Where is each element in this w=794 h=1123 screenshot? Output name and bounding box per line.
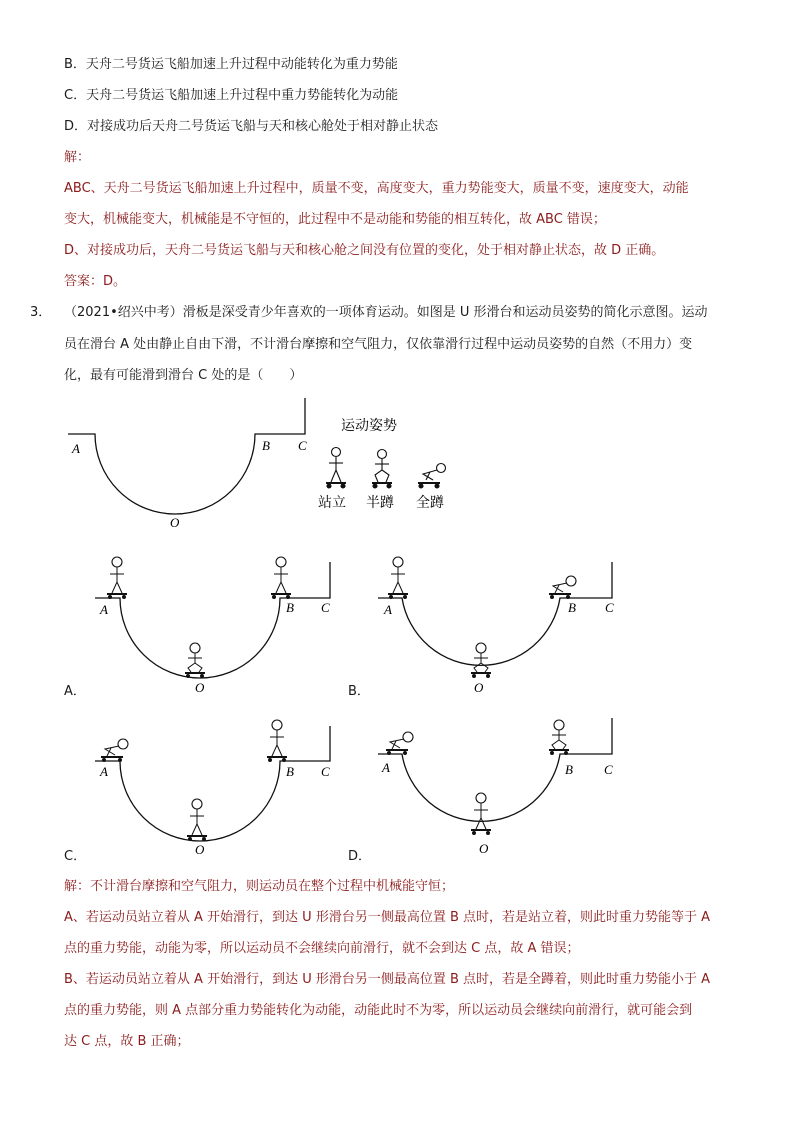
skater-b-start-icon (388, 557, 408, 599)
skater-a-bottom-icon (185, 643, 205, 678)
opt-c-point-b: B (286, 764, 294, 779)
option-c-label: C． (64, 849, 87, 864)
half-squat-figure-icon (372, 450, 392, 489)
skater-d-start-icon (386, 732, 413, 755)
question3-line2: 员在滑台 A 处由静止自由下滑，不计滑台摩擦和空气阻力，仅依靠滑行过程中运动员姿势的自然（不用力）变 (64, 337, 693, 352)
option-a-diagram (95, 557, 330, 695)
option-d-diagram (378, 718, 613, 856)
opt-b-point-b: B (568, 600, 576, 615)
opt-d-point-c: C (604, 762, 613, 777)
opt-c-point-o: O (195, 842, 205, 857)
skater-a-start-icon (107, 557, 127, 599)
option-b-label: B． (348, 684, 370, 699)
question3-line3: 化，最有可能滑到滑台 C 处的是（ ） (64, 368, 303, 383)
solution-prev-answer: 答案：D。 (64, 274, 127, 289)
opt-a-point-c: C (321, 600, 330, 615)
skater-a-end-icon (271, 557, 291, 599)
posture-full-squat-label: 全蹲 (416, 495, 444, 511)
solution3-line1: 解：不计滑台摩擦和空气阻力，则运动员在整个过程中机械能守恒； (64, 879, 455, 894)
question-number: 3． (30, 305, 52, 320)
full-squat-figure-icon (418, 464, 446, 489)
solution3-line4: B、若运动员站立着从 A 开始滑行，到达 U 形滑台另一侧最高位置 B 点时，若是全蹲着，则此时重力势能小于 A (64, 972, 711, 987)
option-b-prev: B．天舟二号货运飞船加速上升过程中动能转化为重力势能 (64, 57, 398, 72)
posture-half-squat-label: 半蹲 (366, 495, 394, 511)
solution-prev-line2: 变大，机械能变大，机械能是不守恒的，此过程中不是动能和势能的相互转化，故 ABC 错误； (64, 212, 606, 227)
point-o-label: O (170, 515, 180, 530)
skater-c-start-icon (101, 739, 128, 762)
option-d-prev: D．对接成功后天舟二号货运飞船与天和核心舱处于相对静止状态 (64, 119, 439, 134)
opt-a-point-b: B (286, 600, 294, 615)
option-d-label: D． (348, 849, 372, 864)
solution3-line3: 点的重力势能，动能为零，所以运动员不会继续向前滑行，就不会到达 C 点，故 A 错误； (64, 941, 580, 956)
standing-figure-icon (326, 448, 346, 489)
opt-a-point-a: A (100, 602, 108, 617)
point-a-label: A (72, 441, 80, 456)
opt-a-point-o: O (195, 680, 205, 695)
opt-b-point-a: A (384, 602, 392, 617)
point-c-label: C (298, 438, 307, 453)
option-diagrams (0, 540, 794, 870)
skater-d-end-icon (549, 720, 569, 755)
solution3-line6: 达 C 点，故 B 正确； (64, 1034, 190, 1049)
solution-label: 解： (64, 150, 91, 165)
option-c-diagram (95, 720, 330, 857)
solution3-line5: 点的重力势能，则 A 点部分重力势能转化为动能，动能此时不为零，所以运动员会继续向前滑行，就可能会到 (64, 1003, 693, 1018)
skater-c-end-icon (267, 720, 287, 762)
opt-d-point-a: A (382, 760, 390, 775)
question3-line1: （2021•绍兴中考）滑板是深受青少年喜欢的一项体育运动。如图是 U 形滑台和运动员姿势的简化示意图。运动 (64, 305, 708, 320)
opt-d-point-b: B (565, 762, 573, 777)
opt-b-point-c: C (605, 600, 614, 615)
skater-d-bottom-icon (471, 793, 491, 835)
option-a-label: A． (64, 684, 86, 699)
main-diagram (0, 390, 794, 540)
posture-standing-label: 站立 (318, 495, 346, 511)
opt-b-point-o: O (474, 680, 484, 695)
legend-title: 运动姿势 (341, 418, 397, 434)
option-b-diagram (378, 557, 614, 695)
opt-c-point-c: C (321, 764, 330, 779)
option-c-prev: C．天舟二号货运飞船加速上升过程中重力势能转化为动能 (64, 88, 399, 103)
solution-prev-line3: D、对接成功后，天舟二号货运飞船与天和核心舱之间没有位置的变化，处于相对静止状态，故 D 正确。 (64, 243, 665, 258)
skater-c-bottom-icon (187, 799, 207, 841)
opt-d-point-o: O (479, 841, 489, 856)
skater-b-bottom-icon (471, 643, 491, 678)
skater-b-end-icon (549, 576, 576, 599)
solution-prev-line1: ABC、天舟二号货运飞船加速上升过程中，质量不变，高度变大，重力势能变大，质量不变，速度变大，动能 (64, 181, 689, 196)
solution3-line2: A、若运动员站立着从 A 开始滑行，到达 U 形滑台另一侧最高位置 B 点时，若是站立着，则此时重力势能等于 A (64, 910, 711, 925)
opt-c-point-a: A (100, 764, 108, 779)
point-b-label: B (262, 438, 270, 453)
